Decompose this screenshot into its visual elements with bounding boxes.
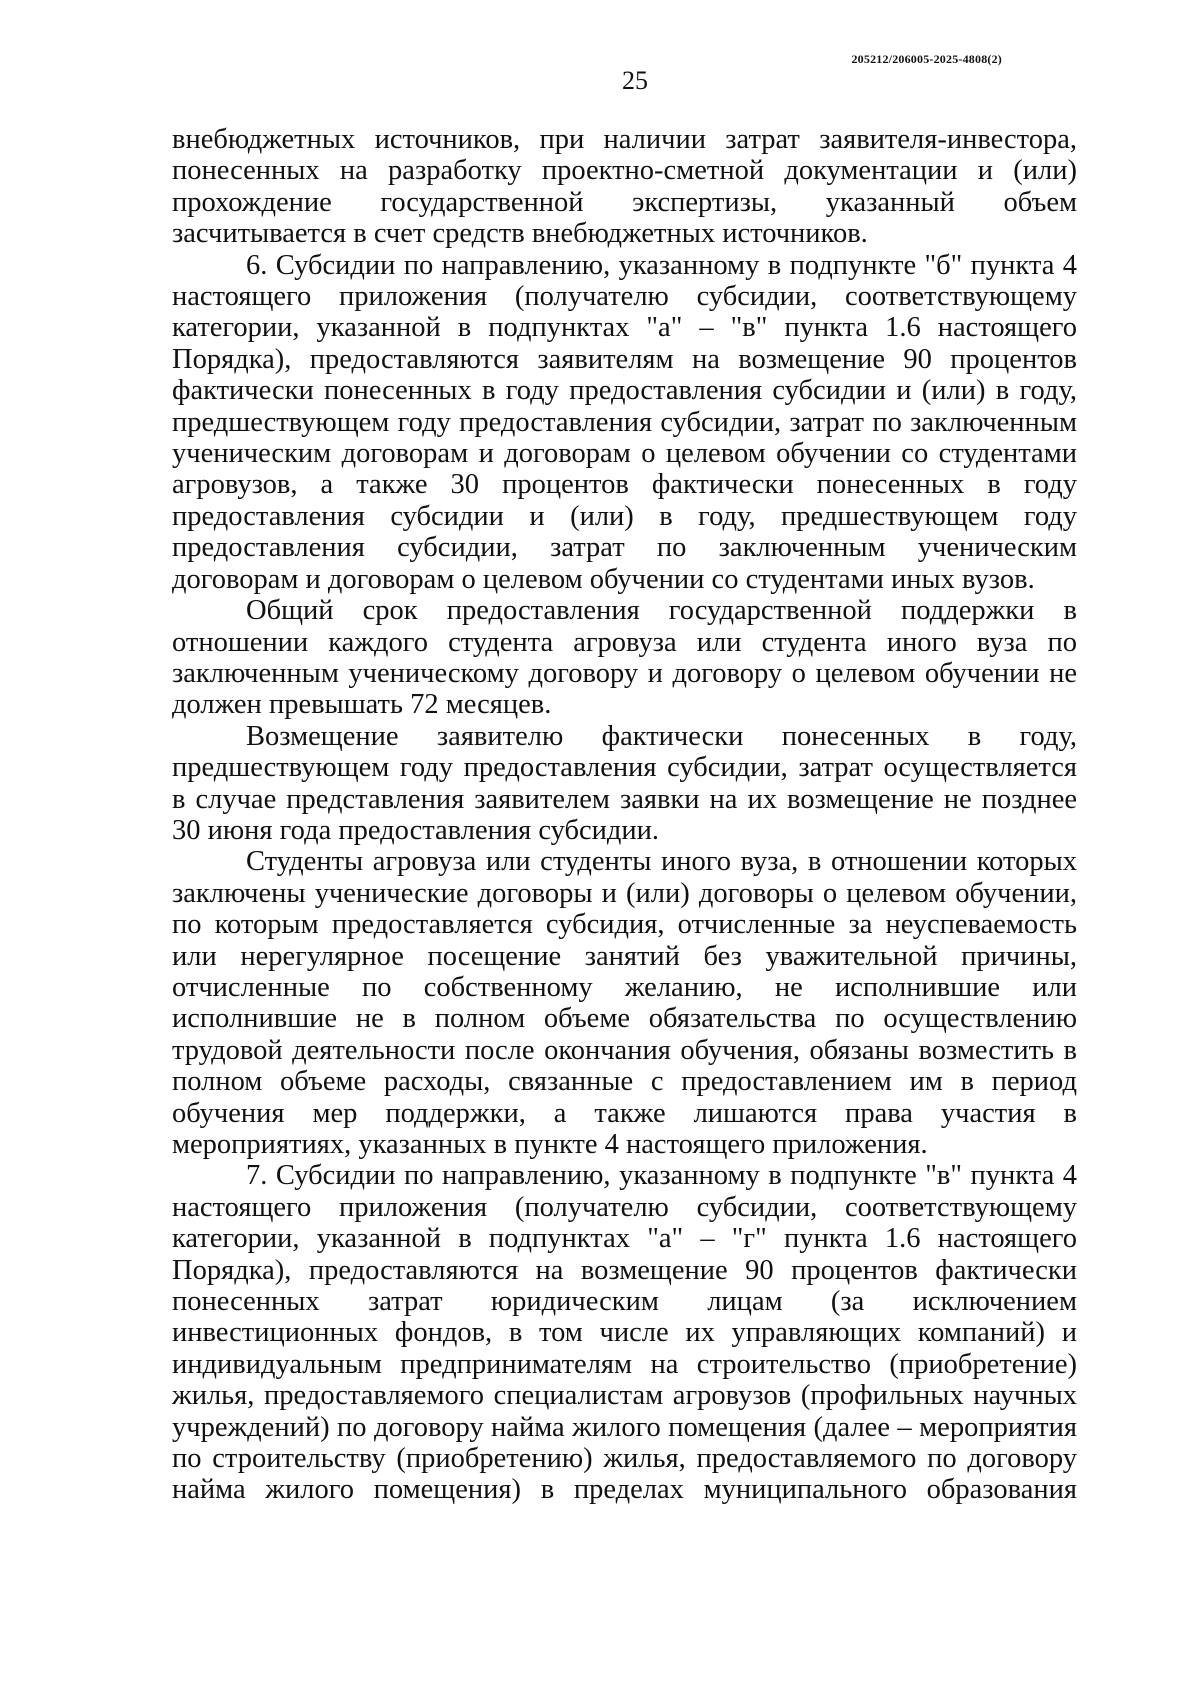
paragraph-students-obligations: Студенты агровуза или студенты иного вуза, в отношении которых заключены ученические договоры и (или) договоры о целевом обучении, по которым предоставляется субсидия, отчисленные за неуспеваемость или нерегулярное посещение занятий без уважительной причины, отчисленные по собственному желанию, не исполнившие или исполнившие не в полном объеме обязательства по осуществлению трудовой деятельности после окончания обучения, обязаны возместить в полном объеме расходы, связанные с предоставлением им в период обучения мер поддержки, а также лишаются права участия в мероприятиях, указанных в пункте 4 настоящего приложения. [172, 846, 1077, 1160]
document-body [172, 124, 1077, 1506]
page-number: 25 [622, 66, 648, 95]
paragraph-item-6: 6. Субсидии по направлению, указанному в подпункте "б" пункта 4 настоящего приложения (получателю субсидии, соответствующему категории, указанной в подпунктах "а" – "в" пункта 1.6 настоящего Порядка), предоставляются заявителям на возмещение 90 процентов фактически понесенных в году предоставления субсидии и (или) в году, предшествующем году предоставления субсидии, затрат по заключенным ученическим договорам и договорам о целевом обучении со студентами агровузов, а также 30 процентов фактически понесенных в году предоставления субсидии и (или) в году, предшествующем году предоставления субсидии, затрат по заключенным ученическим договорам и договорам о целевом обучении со студентами иных вузов. [172, 249, 1077, 595]
paragraph-item-7: 7. Субсидии по направлению, указанному в подпункте "в" пункта 4 настоящего приложения (получателю субсидии, соответствующему категории, указанной в подпунктах "а" – "г" пункта 1.6 настоящего Порядка), предоставляются на возмещение 90 процентов фактически понесенных затрат юридическим лицам (за исключением инвестиционных фондов, в том числе их управляющих компаний) и индивидуальным предпринимателям на строительство (приобретение) жилья, предоставляемого специалистам агровузов (профильных научных учреждений) по договору найма жилого помещения (далее – мероприятия по строительству (приобретению) жилья, предоставляемого по договору найма жилого помещения) в пределах муниципального образования [172, 1160, 1077, 1506]
document-registration-number: 205212/206005-2025-4808(2) [851, 52, 1002, 66]
paragraph-reimbursement: Возмещение заявителю фактически понесенных в году, предшествующем году предоставления субсидии, затрат осуществляется в случае представления заявителем заявки на их возмещение не позднее 30 июня года предоставления субсидии. [172, 720, 1077, 846]
paragraph-support-term: Общий срок предоставления государственной поддержки в отношении каждого студента агровуза или студента иного вуза по заключенным ученическому договору и договору о целевом обучении не должен превышать 72 месяцев. [172, 595, 1077, 721]
paragraph-continuation: внебюджетных источников, при наличии затрат заявителя-инвестора, понесенных на разработку проектно-сметной документации и (или) прохождение государственной экспертизы, указанный объем засчитывается в счет средств внебюджетных источников. [172, 124, 1077, 250]
